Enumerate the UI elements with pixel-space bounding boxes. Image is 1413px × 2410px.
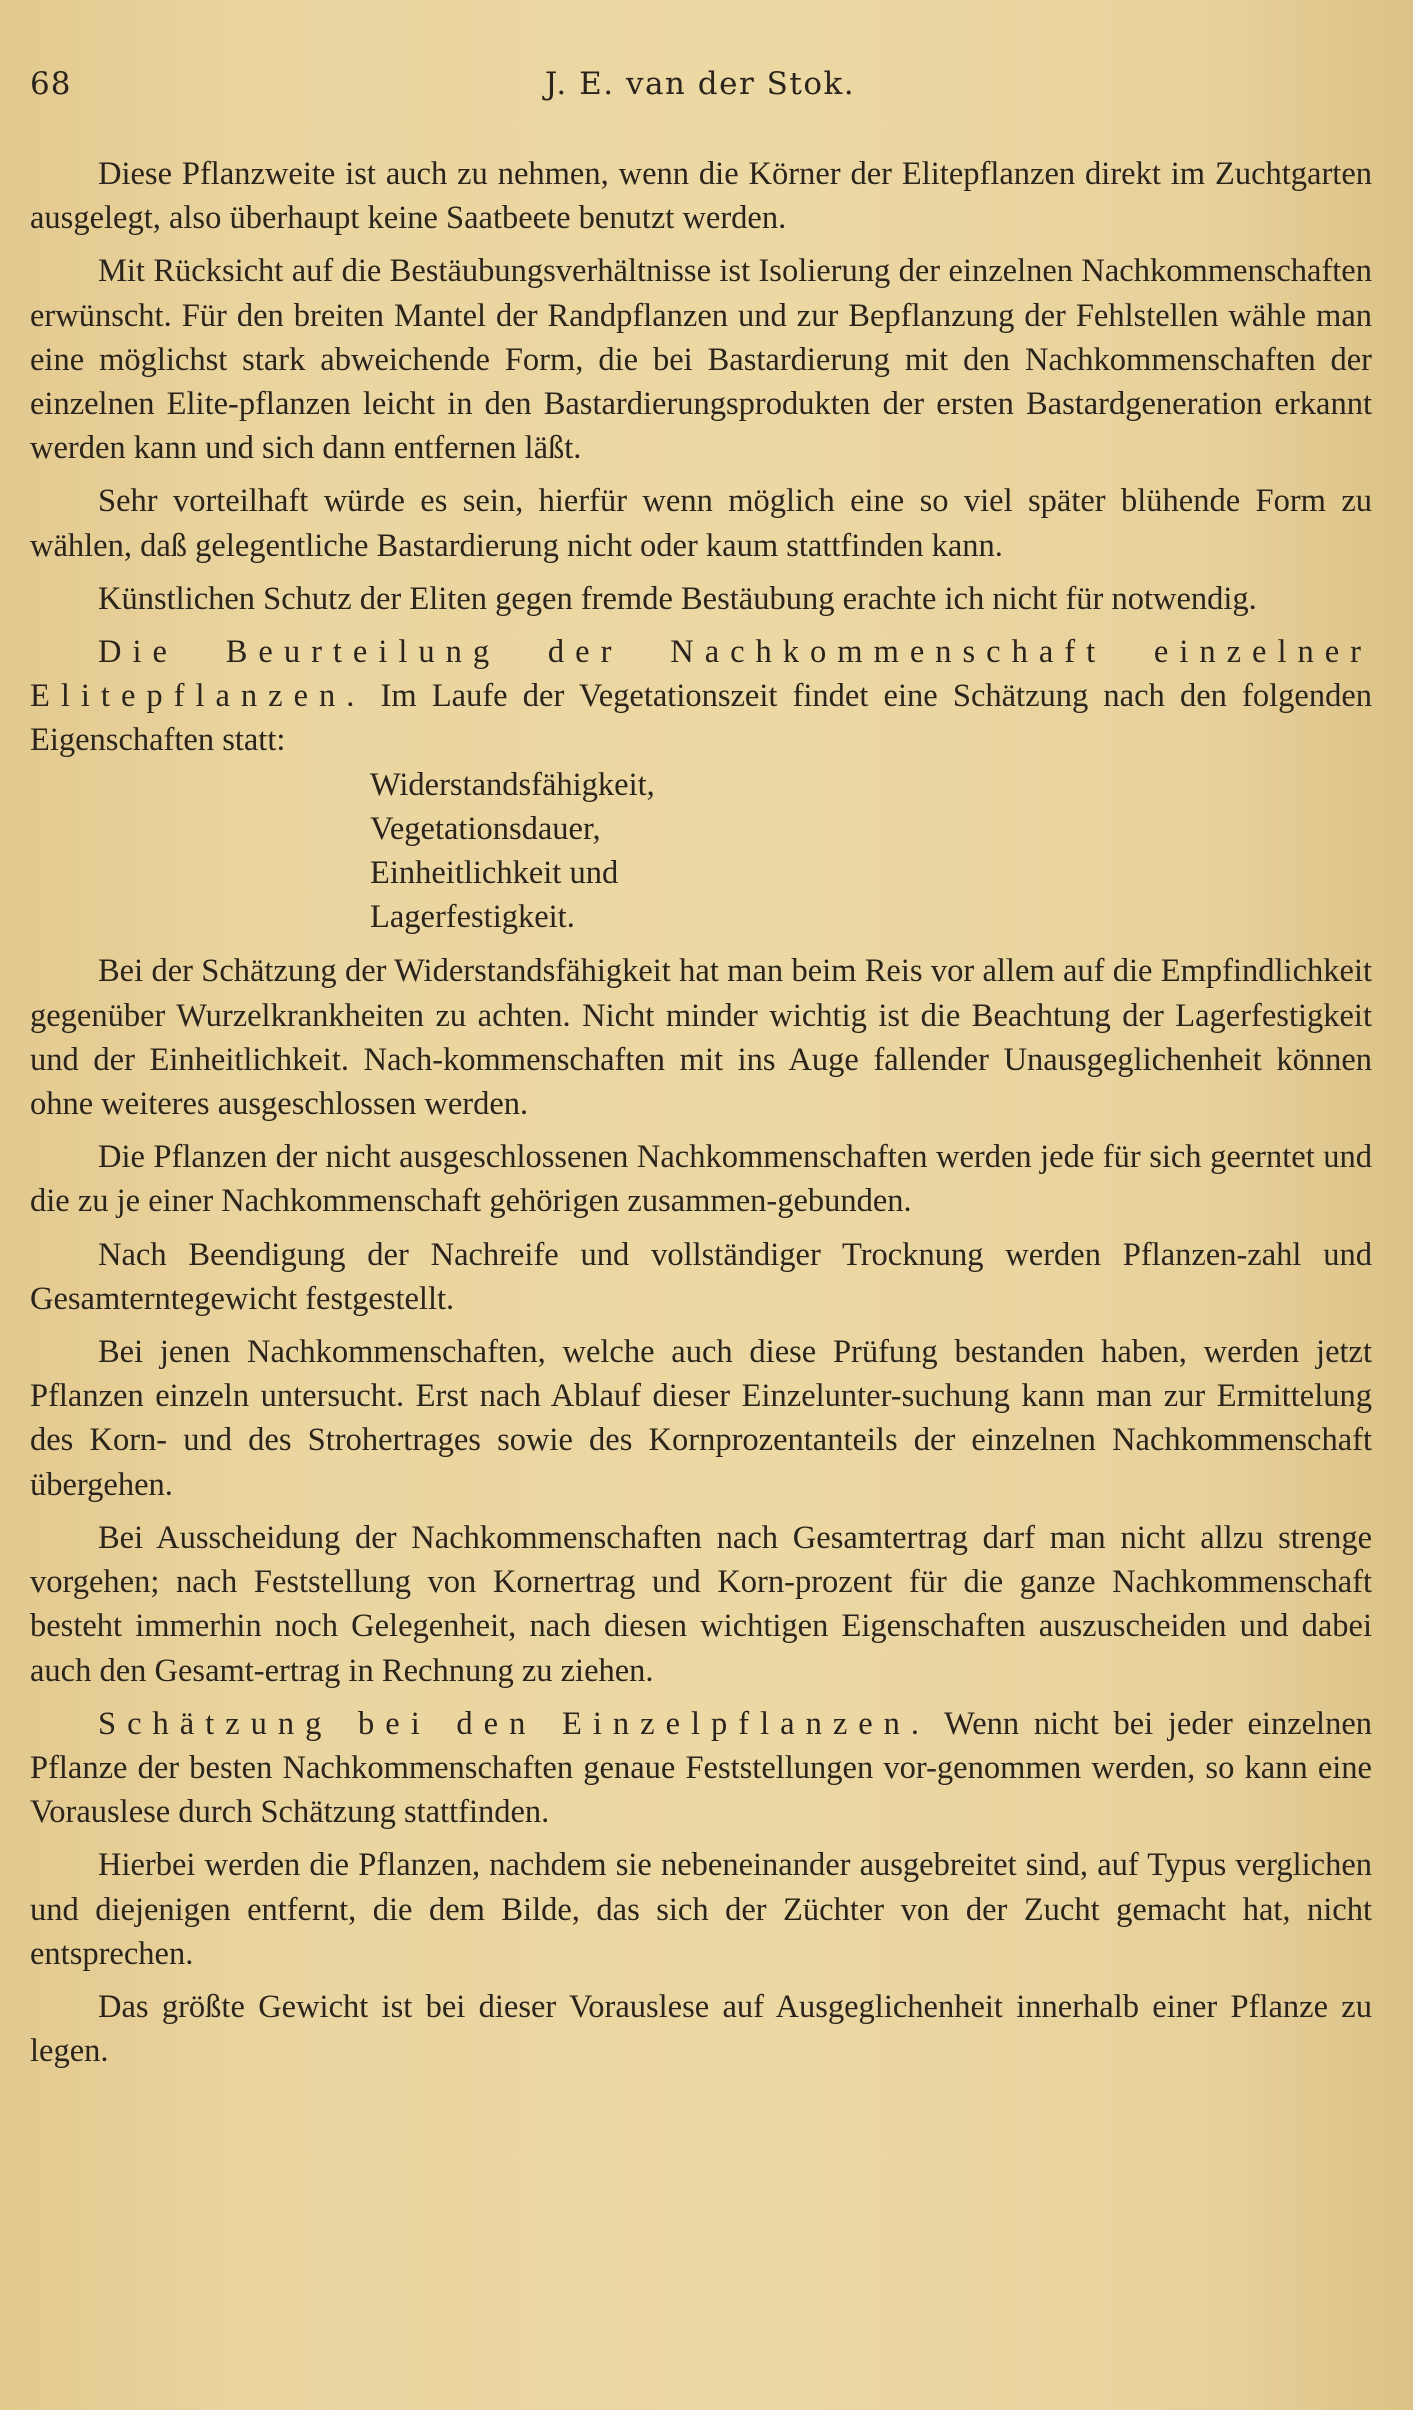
property-item: Vegetationsdauer, xyxy=(370,810,601,847)
paragraph-schaetzung xyxy=(30,1702,1372,1835)
section-heading-beurteilung: Die Beurteilung der Nachkommenschaft einzelner Elitepflanzen. xyxy=(30,634,1372,715)
paragraph-pflanzweite: Diese Pflanzweite ist auch zu nehmen, wenn die Körner der Elitepflanzen direkt im Zuchtgarten ausgelegt, also überhaupt keine Saatbeete benutzt werden. xyxy=(30,156,1372,237)
paragraph-ernte: Die Pflanzen der nicht ausgeschlossenen Nachkommenschaften werden jede für sich geerntet und die zu je einer Nachkommenschaft gehörigen zusammen-gebunden. xyxy=(30,1139,1372,1220)
paragraph-einzeluntersuchung: Bei jenen Nachkommenschaften, welche auch diese Prüfung bestanden haben, werden jetzt Pflanzen einzeln untersucht. Erst nach Ablauf dieser Einzelunter-suchung kann man zur Ermittelung des Korn- und des Strohertrages sowie des Kornprozentanteils der einzelnen Nachkommenschaft übergehen. xyxy=(30,1334,1372,1503)
paragraph-kuenstlicher-schutz: Künstlichen Schutz der Eliten gegen fremde Bestäubung erachte ich nicht für notwendig. xyxy=(98,580,1257,617)
paragraph-nachreife: Nach Beendigung der Nachreife und vollständiger Trocknung werden Pflanzen-zahl und Gesamterntegewicht festgestellt. xyxy=(30,1236,1372,1317)
paragraph-beurteilung xyxy=(30,630,1372,763)
section-heading-schaetzung: Schätzung bei den Einzelpflanzen. xyxy=(98,1705,931,1742)
paragraph-typus: Hierbei werden die Pflanzen, nachdem sie nebeneinander ausgebreitet sind, auf Typus verglichen und diejenigen entfernt, die dem Bilde, das sich der Züchter von der Zucht gemacht hat, nicht entsprechen. xyxy=(30,1847,1372,1972)
paragraph-beurteilung-text: Im Laufe der Vegetationszeit findet eine Schätzung nach den folgenden Eigenschaften statt: xyxy=(30,678,1372,759)
paragraph-ausgeglichenheit: Das größte Gewicht ist bei dieser Vorauslese auf Ausgeglichenheit innerhalb einer Pflanze zu legen. xyxy=(30,1988,1372,2070)
property-list xyxy=(370,763,1372,940)
paragraph-spaeter-bluehende-form: Sehr vorteilhaft würde es sein, hierfür wenn möglich eine so viel später blühende Form zu wählen, daß gelegentliche Bastardierung nicht oder kaum stattfinden kann. xyxy=(30,483,1372,564)
running-head: J. E. van der Stok. xyxy=(544,66,856,102)
paragraph-ausscheidung: Bei Ausscheidung der Nachkommenschaften nach Gesamtertrag darf man nicht allzu strenge vorgehen; nach Feststellung von Kornertrag und Korn-prozent für die ganze Nachkommenschaft besteht immerhin noch Gelegenheit, nach diesen wichtigen Eigenschaften auszuscheiden und dabei auch den Gesamt-ertrag in Rechnung zu ziehen. xyxy=(30,1519,1372,1689)
property-item: Lagerfestigkeit. xyxy=(370,899,575,936)
page-header xyxy=(30,66,1370,110)
paragraph-widerstandsfaehigkeit: Bei der Schätzung der Widerstandsfähigkeit hat man beim Reis vor allem auf die Empfindlichkeit gegenüber Wurzelkrankheiten zu achten. Nicht minder wichtig ist die Beachtung der Lagerfestigkeit und der Einheitlichkeit. Nach-kommenschaften mit ins Auge fallender Unausgeglichenheit können ohne weiteres ausgeschlossen werden. xyxy=(30,953,1372,1123)
body-text xyxy=(30,152,1372,2082)
page-number: 68 xyxy=(30,66,72,102)
property-item: Widerstandsfähigkeit, xyxy=(370,766,655,803)
paragraph-schaetzung-text: Wenn nicht bei jeder einzelnen Pflanze der besten Nachkommenschaften genaue Feststellungen vor-genommen werden, so kann eine Vorauslese durch Schätzung stattfinden. xyxy=(30,1705,1373,1831)
paragraph-bestaeubung: Mit Rücksicht auf die Bestäubungsverhältnisse ist Isolierung der einzelnen Nachkommenschaften erwünscht. Für den breiten Mantel der Randpflanzen und zur Bepflanzung der Fehlstellen wähle man eine möglichst stark abweichende Form, die bei Bastardierung mit den Nachkommenschaften der einzelnen Elite-pflanzen leicht in den Bastardierungsprodukten der ersten Bastardgeneration erkannt werden kann und sich dann entfernen läßt. xyxy=(30,253,1372,467)
property-item: Einheitlichkeit und xyxy=(370,855,619,892)
